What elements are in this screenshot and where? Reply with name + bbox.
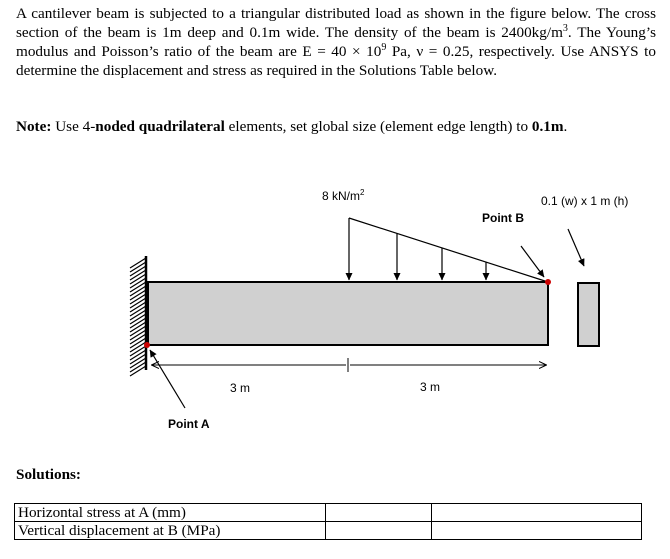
beam-cross-section [578, 283, 599, 346]
dimension-line [152, 358, 546, 372]
note-text-2: elements, set global size (element edge length) to [224, 118, 532, 135]
row-extra[interactable] [432, 504, 642, 522]
note-text-1: Use 4- [51, 118, 96, 135]
section-label: 0.1 (w) x 1 m (h) [541, 194, 629, 208]
note-end: . [563, 118, 568, 135]
triangular-load [349, 218, 548, 282]
row-label: Horizontal stress at A (mm) [15, 504, 326, 522]
point-a-label: Point A [168, 417, 210, 431]
problem-text-2: . The Young’s modulus and Poisson’s ratio of the beam are E = 40 × 10 [16, 24, 656, 60]
table-row [15, 522, 642, 540]
row-extra[interactable] [432, 522, 642, 540]
modulus-exponent: 9 [381, 41, 387, 53]
beam [148, 282, 548, 345]
note-prefix: Note: [16, 118, 52, 135]
point-a-pointer [150, 350, 185, 408]
dimension-left: 3 m [230, 381, 251, 395]
section-pointer [568, 229, 584, 266]
problem-text-3: Pa, ν = 0.25, respectively. Use ANSYS to determine the displacement and stress as required in the Solutions Table below. [16, 43, 656, 79]
problem-text-1: A cantilever beam is subjected to a triangular distributed load as shown in the figure below. The cross section of the beam is 1m deep and 0.1m wide. The density of the beam is 2400kg/m [16, 5, 656, 41]
load-label: 8 $kN/m^2$ [322, 188, 365, 203]
solutions-heading: Solutions: [16, 466, 81, 483]
point-b-label: Point B [482, 211, 524, 225]
solutions-table [14, 503, 642, 540]
table-row [15, 504, 642, 522]
point-b-marker [545, 279, 551, 285]
row-label: Vertical displacement at B (MPa) [15, 522, 326, 540]
fixed-support [130, 256, 146, 376]
note-element-type: noded quadrilateral [95, 118, 225, 135]
row-value[interactable] [326, 504, 432, 522]
note-global-size: 0.1m [531, 118, 564, 135]
density-exponent: 3 [562, 22, 568, 34]
dimension-right: 3 m [420, 380, 441, 394]
row-value[interactable] [326, 522, 432, 540]
point-a-marker [144, 342, 150, 348]
point-b-pointer [521, 246, 544, 277]
